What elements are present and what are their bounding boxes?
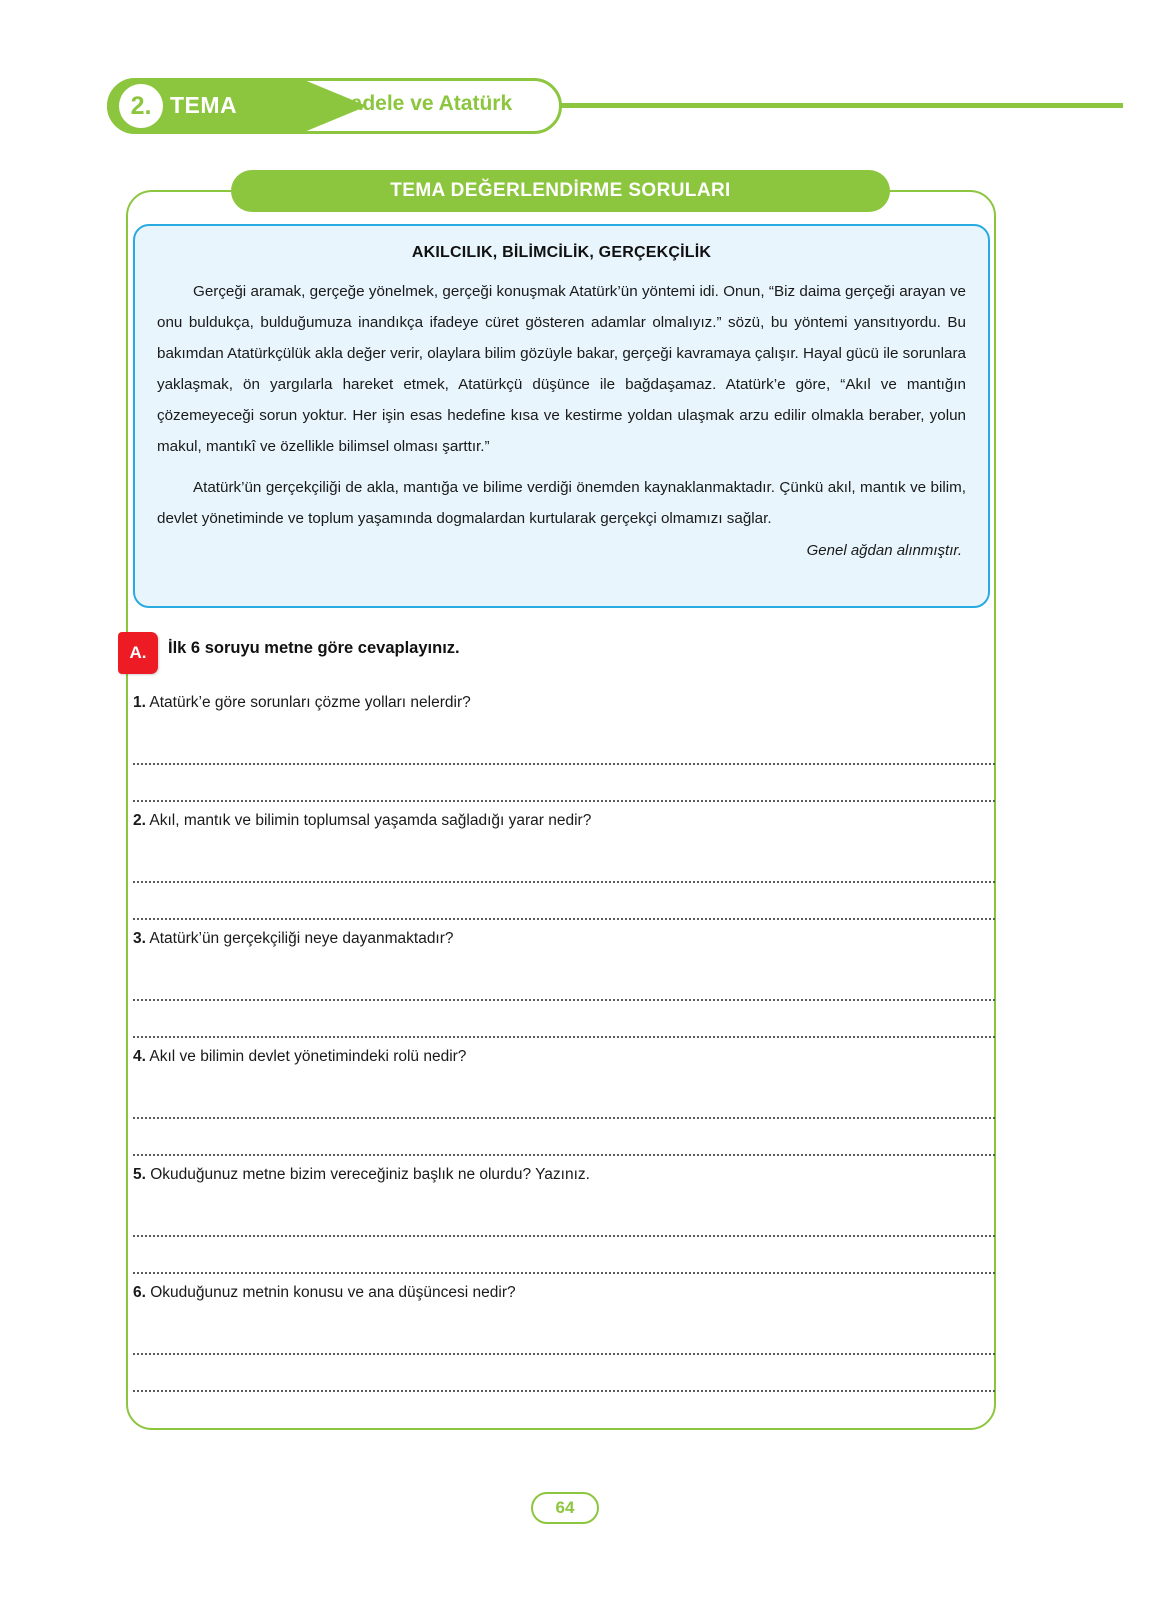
- theme-header: [0, 78, 1163, 138]
- question-block: [133, 1046, 993, 1156]
- question-label: Okuduğunuz metne bizim vereceğiniz başlık ne olurdu? Yazınız.: [150, 1166, 590, 1183]
- question-label: Atatürk’ün gerçekçiliği neye dayanmaktadır?: [149, 930, 454, 947]
- question-label: Akıl, mantık ve bilimin toplumsal yaşamda sağladığı yarar nedir?: [149, 812, 592, 829]
- answer-line[interactable]: [133, 846, 995, 883]
- page-number-badge: [531, 1492, 599, 1524]
- question-text: [133, 928, 993, 964]
- answer-line[interactable]: [133, 1237, 995, 1274]
- section-a-instruction: İlk 6 soruyu metne göre cevaplayınız.: [168, 639, 460, 657]
- page-number: 64: [555, 1498, 575, 1517]
- answer-line[interactable]: [133, 1119, 995, 1156]
- question-text: [133, 1046, 993, 1082]
- theme-number: 2.: [130, 91, 152, 120]
- question-block: [133, 1282, 993, 1392]
- answer-line[interactable]: [133, 728, 995, 765]
- question-block: [133, 1164, 993, 1274]
- theme-word-label: TEMA: [170, 92, 238, 118]
- reading-text-title: AKILCILIK, BİLİMCİLİK, GERÇEKÇİLİK: [411, 244, 712, 261]
- answer-line[interactable]: [133, 1200, 995, 1237]
- questions-list: [133, 692, 993, 1400]
- question-block: [133, 810, 993, 920]
- question-number: 5.: [133, 1166, 146, 1183]
- question-label: Atatürk’e göre sorunları çözme yolları nelerdir?: [149, 694, 471, 711]
- theme-title-label: Millî Mücadele ve Atatürk: [262, 92, 513, 115]
- evaluation-banner: [231, 170, 890, 212]
- reading-paragraph-2: Atatürk’ün gerçekçiliği de akla, mantığa ve bilime verdiği önemden kaynaklanmaktadır. Çünkü akıl, mantık ve bilim, devlet yönetiminde ve toplum yaşamında dogmalardan kurtularak gerçekçi olmamızı sağlar.: [157, 479, 966, 527]
- evaluation-banner-label: TEMA DEĞERLENDİRME SORULARI: [390, 180, 731, 201]
- theme-header-rule: [552, 103, 1123, 108]
- theme-number-circle: [119, 84, 163, 128]
- question-number: 2.: [133, 812, 146, 829]
- reading-attribution: Genel ağdan alınmıştır.: [806, 542, 962, 559]
- question-block: [133, 692, 993, 802]
- section-marker-a-label: A.: [129, 643, 147, 662]
- reading-text-box: [133, 224, 990, 608]
- question-number: 6.: [133, 1284, 146, 1301]
- section-marker-a: [118, 632, 158, 674]
- question-text: [133, 692, 993, 728]
- question-text: [133, 1164, 993, 1200]
- question-number: 1.: [133, 694, 146, 711]
- question-text: [133, 810, 993, 846]
- answer-line[interactable]: [133, 964, 995, 1001]
- question-number: 3.: [133, 930, 146, 947]
- reading-paragraph-1: Gerçeği aramak, gerçeğe yönelmek, gerçeği konuşmak Atatürk’ün yöntemi idi. Onun, “Biz daima gerçeği arayan ve onu buldukça, bulduğumuza inandıkça ifadeye cüret gösteren adamlar olmalıyız.” sözü, bu yöntemi yansıtıyordu. Bu bakımdan Atatürkçülük akla değer verir, olaylara bilim gözüyle bakar, gerçeği kavramaya çalışır. Hayal gücü ile sorunlara yaklaşmak, ön yargılarla hareket etmek, Atatürkçü düşünce ile bağdaşamaz. Atatürk’e göre, “Akıl ve mantığın çözemeyeceği sorun yoktur. Her işin esas hedefine kısa ve kestirme yoldan ulaşmak arzu edilir olmakla beraber, yolun makul, mantıkî ve özellikle bilimsel olması şarttır.”: [157, 283, 966, 455]
- answer-line[interactable]: [133, 1318, 995, 1355]
- answer-line[interactable]: [133, 765, 995, 802]
- question-label: Okuduğunuz metnin konusu ve ana düşüncesi nedir?: [150, 1284, 516, 1301]
- answer-line[interactable]: [133, 1082, 995, 1119]
- question-text: [133, 1282, 993, 1318]
- answer-line[interactable]: [133, 1001, 995, 1038]
- question-label: Akıl ve bilimin devlet yönetimindeki rolü nedir?: [149, 1048, 467, 1065]
- answer-line[interactable]: [133, 1355, 995, 1392]
- question-block: [133, 928, 993, 1038]
- answer-line[interactable]: [133, 883, 995, 920]
- question-number: 4.: [133, 1048, 146, 1065]
